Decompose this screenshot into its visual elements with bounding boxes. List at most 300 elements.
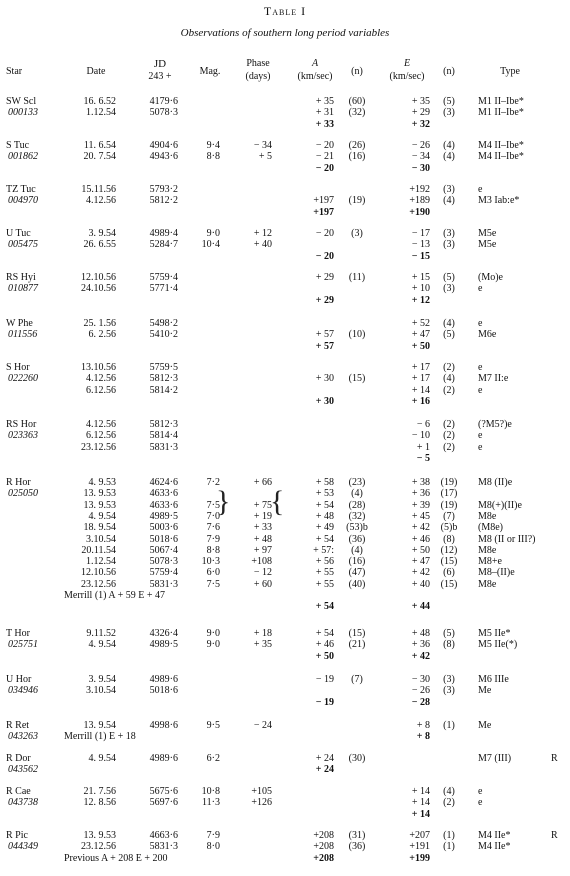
jd-cell: 5771·4 — [149, 283, 178, 295]
e-cell: + 50 — [411, 544, 430, 556]
type-cell: Me — [478, 720, 492, 731]
e-cell: + 1 — [416, 441, 430, 453]
type-cell: M4 II–Ibe* — [478, 140, 524, 151]
flag-r: R — [551, 753, 558, 764]
n-e-cell: (2) — [443, 384, 455, 396]
e-cell: + 17 — [411, 373, 430, 385]
mag-cell: 8·0 — [206, 841, 220, 853]
a-cell: − 21 — [315, 151, 334, 163]
e-cell: + 45 — [411, 510, 430, 522]
date-cell: 21. 7.56 — [83, 786, 116, 797]
n-e-cell: (3) — [443, 239, 455, 251]
date-cell: 4.12.56 — [86, 373, 116, 385]
a-cell: +197 — [313, 195, 334, 207]
date-cell: 1.12.54 — [86, 556, 116, 568]
header-jd-sub: 243 + — [148, 71, 172, 82]
e-cell: + 14 — [411, 384, 430, 396]
type-cell: (?M5?)e — [478, 419, 512, 430]
jd-cell: 4989·6 — [149, 674, 178, 685]
e-cell: − 17 — [411, 228, 430, 239]
mag-cell: 7·9 — [206, 830, 220, 841]
e-cell: + 8 — [416, 720, 430, 731]
type-cell: e — [478, 184, 483, 195]
jd-cell: 5410·2 — [149, 329, 178, 341]
phase-cell: − 12 — [253, 567, 272, 579]
type-cell: Me — [478, 685, 492, 697]
date-cell: 26. 6.55 — [83, 239, 116, 251]
date-cell: 6.12.56 — [86, 430, 116, 442]
n-e-cell: (5) — [443, 272, 455, 283]
header-phase: Phase — [246, 58, 270, 69]
mag-cell: 11·3 — [202, 797, 220, 809]
type-cell: e — [478, 318, 483, 329]
type-cell: e — [478, 283, 483, 295]
n-e-cell: (5) — [443, 329, 455, 341]
e-cell: + 36 — [411, 639, 430, 651]
phase-cell: + 35 — [253, 639, 272, 651]
header-jd: JD — [153, 58, 167, 70]
n-e-cell: (2) — [443, 430, 455, 442]
date-cell: 13. 9.53 — [83, 830, 116, 841]
phase-cell: + 75 — [253, 499, 272, 511]
a-cell: + 56 — [315, 556, 334, 568]
catalog-number: 022260 — [8, 373, 38, 385]
phase-cell: + 19 — [253, 510, 272, 522]
e-cell: + 42 — [411, 567, 430, 579]
n-e-cell: (2) — [443, 362, 455, 373]
mean-e-cell: + 32 — [411, 118, 430, 130]
star-name: R Pic — [6, 830, 28, 841]
e-cell: + 46 — [411, 533, 430, 545]
date-cell: 6. 2.56 — [88, 329, 116, 341]
header-e-sub: (km/sec) — [389, 71, 425, 82]
phase-cell: + 12 — [253, 228, 272, 239]
date-cell: 4.12.56 — [86, 419, 116, 430]
jd-cell: 4633·6 — [149, 488, 178, 500]
n-e-cell: (4) — [443, 151, 455, 163]
flag-r: R — [551, 830, 558, 841]
type-cell: e — [478, 362, 483, 373]
type-cell: M6e — [478, 329, 497, 341]
e-cell: − 6 — [416, 419, 430, 430]
phase-cell: + 5 — [258, 151, 272, 163]
phase-cell: − 34 — [253, 140, 272, 151]
catalog-number: 004970 — [8, 195, 38, 207]
mean-a-cell: + 57 — [315, 340, 334, 352]
n-a-cell: (15) — [348, 373, 366, 385]
date-cell: 20. 7.54 — [83, 151, 116, 163]
e-cell: + 35 — [411, 96, 430, 107]
jd-cell: 5018·6 — [149, 685, 178, 697]
header-n-e: (n) — [443, 66, 455, 77]
e-cell: − 34 — [411, 151, 430, 163]
mean-a-cell: +197 — [313, 206, 334, 218]
n-a-cell: (28) — [348, 499, 366, 511]
n-e-cell: (2) — [443, 441, 455, 453]
catalog-number: 001862 — [8, 151, 38, 163]
mag-cell: 8·8 — [206, 151, 220, 163]
n-e-cell: (19) — [440, 499, 458, 511]
e-cell: − 10 — [411, 430, 430, 442]
type-cell: e — [478, 430, 483, 442]
catalog-number: 043738 — [8, 797, 38, 809]
type-cell: M8e — [478, 510, 497, 522]
n-e-cell: (4) — [443, 373, 455, 385]
n-a-cell: (32) — [348, 510, 366, 522]
e-cell: +189 — [409, 195, 430, 207]
header-a: A — [311, 58, 319, 69]
phase-cell: + 48 — [253, 533, 272, 545]
n-e-cell: (1) — [443, 841, 455, 853]
date-cell: 4. 9.54 — [88, 510, 116, 522]
mean-a-cell: + 50 — [315, 650, 334, 662]
phase-cell: +126 — [251, 797, 272, 809]
date-cell: 23.12.56 — [81, 441, 116, 453]
a-cell: + 54 — [315, 499, 334, 511]
note-text: Merrill (1) E + 18 — [64, 731, 136, 743]
n-e-cell: (1) — [443, 720, 455, 731]
a-cell: + 29 — [315, 272, 334, 283]
e-cell: + 29 — [411, 107, 430, 119]
star-name: R Cae — [6, 786, 31, 797]
n-a-cell: (21) — [348, 639, 366, 651]
mag-cell: 10·4 — [201, 239, 220, 251]
n-e-cell: (3) — [443, 674, 455, 685]
e-cell: + 47 — [411, 329, 430, 341]
n-e-cell: (8) — [443, 533, 455, 545]
n-e-cell: (3) — [443, 184, 455, 195]
mean-e-cell: +190 — [409, 206, 430, 218]
jd-cell: 5812·3 — [149, 419, 178, 430]
mag-cell: 9·0 — [206, 628, 220, 639]
jd-cell: 4989·5 — [149, 639, 178, 651]
type-cell: e — [478, 797, 483, 809]
header-mag: Mag. — [199, 66, 221, 77]
mean-a-cell: + 33 — [315, 118, 334, 130]
mag-cell: 10·8 — [201, 786, 220, 797]
n-e-cell: (12) — [440, 544, 458, 556]
jd-cell: 5814·4 — [149, 430, 178, 442]
a-cell: + 24 — [315, 753, 334, 764]
jd-cell: 4989·6 — [149, 753, 178, 764]
n-a-cell: (4) — [351, 544, 363, 556]
catalog-number: 025751 — [8, 639, 38, 651]
mag-cell: 6·0 — [206, 567, 220, 579]
date-cell: 11. 6.54 — [83, 140, 116, 151]
n-e-cell: (4) — [443, 318, 455, 329]
star-name: SW Scl — [6, 96, 37, 107]
catalog-number: 043263 — [8, 731, 38, 743]
mean-a-cell: − 19 — [315, 696, 334, 708]
catalog-number: 023363 — [8, 430, 38, 442]
n-a-cell: (10) — [348, 329, 366, 341]
e-cell: + 14 — [411, 786, 430, 797]
a-cell: + 55 — [315, 578, 334, 590]
n-a-cell: (16) — [348, 151, 366, 163]
e-cell: − 30 — [411, 674, 430, 685]
header-star: Star — [6, 66, 23, 77]
e-cell: + 14 — [411, 797, 430, 809]
jd-cell: 5812·2 — [149, 195, 178, 207]
e-cell: +207 — [409, 830, 430, 841]
type-cell: M5e — [478, 228, 497, 239]
a-cell: − 20 — [315, 140, 334, 151]
a-cell: + 55 — [315, 567, 334, 579]
jd-cell: 5831·3 — [149, 578, 178, 590]
phase-cell: + 33 — [253, 522, 272, 534]
type-cell: (Mo)e — [478, 272, 503, 283]
n-a-cell: (26) — [348, 140, 366, 151]
n-a-cell: (4) — [351, 488, 363, 500]
e-cell: − 26 — [411, 685, 430, 697]
jd-cell: 4943·6 — [149, 151, 178, 163]
note-text: Merrill (1) A + 59 E + 47 — [64, 590, 165, 601]
n-e-cell: (3) — [443, 283, 455, 295]
jd-cell: 5284·7 — [149, 239, 178, 251]
type-cell: M3 Iab:e* — [478, 195, 520, 207]
jd-cell: 5814·2 — [149, 384, 178, 396]
jd-cell: 4624·6 — [149, 477, 178, 488]
date-cell: 13.10.56 — [81, 362, 116, 373]
jd-cell: 5003·6 — [149, 522, 178, 534]
mean-e-cell: + 44 — [411, 601, 430, 613]
table-title: Table I — [263, 4, 307, 18]
type-cell: M8 (II or III?) — [478, 533, 536, 545]
jd-cell: 5067·4 — [149, 544, 178, 556]
a-cell: + 49 — [315, 522, 334, 534]
mean-e-cell: + 50 — [411, 340, 430, 352]
jd-cell: 5498·2 — [149, 318, 178, 329]
jd-cell: 5831·3 — [149, 841, 178, 853]
date-cell: 3.10.54 — [86, 685, 116, 697]
e-cell: − 26 — [411, 140, 430, 151]
jd-cell: 4326·4 — [149, 628, 178, 639]
date-cell: 13. 9.53 — [83, 488, 116, 500]
a-cell: + 54 — [315, 628, 334, 639]
star-name: R Dor — [6, 753, 31, 764]
mag-cell: 9·0 — [206, 639, 220, 651]
header-a-sub: (km/sec) — [297, 71, 333, 82]
type-cell: M5 IIe* — [478, 628, 511, 639]
e-cell: + 10 — [411, 283, 430, 295]
mean-a-cell: + 24 — [315, 764, 334, 776]
a-cell: + 31 — [315, 107, 334, 119]
e-cell: + 42 — [411, 522, 430, 534]
header-phase-sub: (days) — [245, 71, 271, 82]
jd-cell: 5078·3 — [149, 107, 178, 119]
a-cell: + 57: — [313, 544, 334, 556]
type-cell: e — [478, 441, 483, 453]
n-e-cell: (15) — [440, 556, 458, 568]
star-name: U Tuc — [6, 228, 31, 239]
mag-cell: 8·8 — [206, 544, 220, 556]
date-cell: 20.11.54 — [81, 544, 116, 556]
mean-e-cell: + 14 — [411, 808, 430, 820]
n-e-cell: (4) — [443, 140, 455, 151]
e-cell: + 39 — [411, 499, 430, 511]
n-a-cell: (36) — [348, 533, 366, 545]
star-name: S Tuc — [6, 140, 30, 151]
a-cell: + 58 — [315, 477, 334, 488]
jd-cell: 5018·6 — [149, 533, 178, 545]
n-e-cell: (3) — [443, 685, 455, 697]
star-name: RS Hor — [6, 419, 37, 430]
a-cell: + 54 — [315, 533, 334, 545]
type-cell: M5 IIe(*) — [478, 639, 518, 651]
date-cell: 15.11.56 — [81, 184, 116, 195]
mean-e-cell: + 8 — [416, 731, 430, 743]
catalog-number: 005475 — [8, 239, 38, 251]
mag-cell: 7·5 — [206, 578, 220, 590]
type-cell: M1 II–Ibe* — [478, 107, 524, 119]
n-a-cell: (3) — [351, 228, 363, 239]
date-cell: 3. 9.54 — [88, 674, 116, 685]
n-e-cell: (2) — [443, 419, 455, 430]
type-cell: M1 II–Ibe* — [478, 96, 524, 107]
catalog-number: 034946 — [8, 685, 38, 697]
a-cell: + 35 — [315, 96, 334, 107]
date-cell: 12.10.56 — [81, 567, 116, 579]
jd-cell: 5831·3 — [149, 441, 178, 453]
e-cell: +192 — [409, 184, 430, 195]
n-e-cell: (5)b — [440, 522, 458, 534]
e-cell: + 48 — [411, 628, 430, 639]
n-a-cell: (53)b — [346, 522, 368, 534]
date-cell: 12.10.56 — [81, 272, 116, 283]
n-a-cell: (7) — [351, 674, 363, 685]
phase-cell: +108 — [251, 556, 272, 568]
n-a-cell: (23) — [348, 477, 366, 488]
catalog-number: 025050 — [8, 488, 38, 500]
type-cell: M7 (III) — [478, 753, 512, 764]
n-a-cell: (47) — [348, 567, 366, 579]
mag-cell: 6·2 — [206, 753, 220, 764]
n-a-cell: (36) — [348, 841, 366, 853]
e-cell: − 13 — [411, 239, 430, 251]
a-cell: − 19 — [315, 674, 334, 685]
mag-cell: 7·6 — [206, 522, 220, 534]
mean-a-cell: − 20 — [315, 250, 334, 262]
date-cell: 6.12.56 — [86, 384, 116, 396]
star-name: RS Hyi — [6, 272, 36, 283]
mean-a-cell: +208 — [313, 852, 334, 864]
a-cell: + 48 — [315, 510, 334, 522]
mag-cell: 7·2 — [206, 477, 220, 488]
n-e-cell: (4) — [443, 786, 455, 797]
n-e-cell: (7) — [443, 510, 455, 522]
phase-cell: − 24 — [253, 720, 272, 731]
date-cell: 13. 9.53 — [83, 499, 116, 511]
n-e-cell: (1) — [443, 830, 455, 841]
mag-cell: 7·5 — [206, 499, 220, 511]
n-a-cell: (11) — [348, 272, 366, 283]
star-name: S Hor — [6, 362, 30, 373]
n-a-cell: (40) — [348, 578, 366, 590]
phase-cell: +105 — [251, 786, 272, 797]
date-cell: 4. 9.53 — [88, 477, 116, 488]
jd-cell: 5675·6 — [149, 786, 178, 797]
date-cell: 18. 9.54 — [83, 522, 116, 534]
jd-cell: 5759·4 — [149, 272, 178, 283]
type-cell: M8e — [478, 578, 497, 590]
catalog-number: 044349 — [8, 841, 38, 853]
n-a-cell: (16) — [348, 556, 366, 568]
n-e-cell: (3) — [443, 228, 455, 239]
a-cell: − 20 — [315, 228, 334, 239]
n-e-cell: (4) — [443, 195, 455, 207]
table-subtitle: Observations of southern long period variables — [180, 27, 390, 39]
mean-a-cell: + 30 — [315, 395, 334, 407]
n-a-cell: (15) — [348, 628, 366, 639]
e-cell: + 52 — [411, 318, 430, 329]
a-cell: + 46 — [315, 639, 334, 651]
e-cell: +191 — [409, 841, 430, 853]
phase-cell: + 66 — [253, 477, 272, 488]
date-cell: 12. 8.56 — [83, 797, 116, 809]
n-a-cell: (60) — [348, 96, 366, 107]
type-cell: M8+e — [478, 556, 502, 568]
phase-cell: + 40 — [253, 239, 272, 251]
n-a-cell: (30) — [348, 753, 366, 764]
header-e: E — [403, 58, 411, 69]
mean-e-cell: − 28 — [411, 696, 430, 708]
catalog-number: 011556 — [8, 329, 38, 341]
n-e-cell: (2) — [443, 797, 455, 809]
date-cell: 4. 9.54 — [88, 753, 116, 764]
type-cell: M4 IIe* — [478, 841, 511, 853]
mag-cell: 9·5 — [206, 720, 220, 731]
jd-cell: 4998·6 — [149, 720, 178, 731]
header-date: Date — [86, 66, 106, 77]
n-a-cell: (31) — [348, 830, 366, 841]
type-cell: (M8e) — [478, 522, 503, 534]
type-cell: M4 IIe* — [478, 830, 511, 841]
jd-cell: 4179·6 — [149, 96, 178, 107]
jd-cell: 5759·5 — [149, 362, 178, 373]
e-cell: + 15 — [411, 272, 430, 283]
a-cell: + 30 — [315, 373, 334, 385]
type-cell: e — [478, 384, 483, 396]
phase-cell: + 97 — [253, 544, 272, 556]
left-brace: } — [216, 485, 231, 518]
phase-cell: + 60 — [253, 578, 272, 590]
right-brace: { — [270, 485, 285, 518]
n-e-cell: (15) — [440, 578, 458, 590]
a-cell: + 53 — [315, 488, 334, 500]
star-name: U Hor — [6, 674, 32, 685]
type-cell: M4 II–Ibe* — [478, 151, 524, 163]
date-cell: 24.10.56 — [81, 283, 116, 295]
star-name: R Hor — [6, 477, 31, 488]
jd-cell: 5793·2 — [149, 184, 178, 195]
mean-e-cell: + 12 — [411, 294, 430, 306]
mag-cell: 7·9 — [206, 533, 220, 545]
type-cell: M8e — [478, 544, 497, 556]
type-cell: M6 IIIe — [478, 674, 509, 685]
header-type: Type — [500, 66, 520, 77]
note-text: Previous A + 208 E + 200 — [64, 852, 168, 864]
jd-cell: 4633·6 — [149, 499, 178, 511]
jd-cell: 4989·5 — [149, 510, 178, 522]
type-cell: e — [478, 786, 483, 797]
e-cell: + 47 — [411, 556, 430, 568]
a-cell: +208 — [313, 841, 334, 853]
e-cell: + 40 — [411, 578, 430, 590]
date-cell: 9.11.52 — [86, 628, 116, 639]
type-cell: M5e — [478, 239, 497, 251]
jd-cell: 5812·3 — [149, 373, 178, 385]
date-cell: 23.12.56 — [81, 578, 116, 590]
